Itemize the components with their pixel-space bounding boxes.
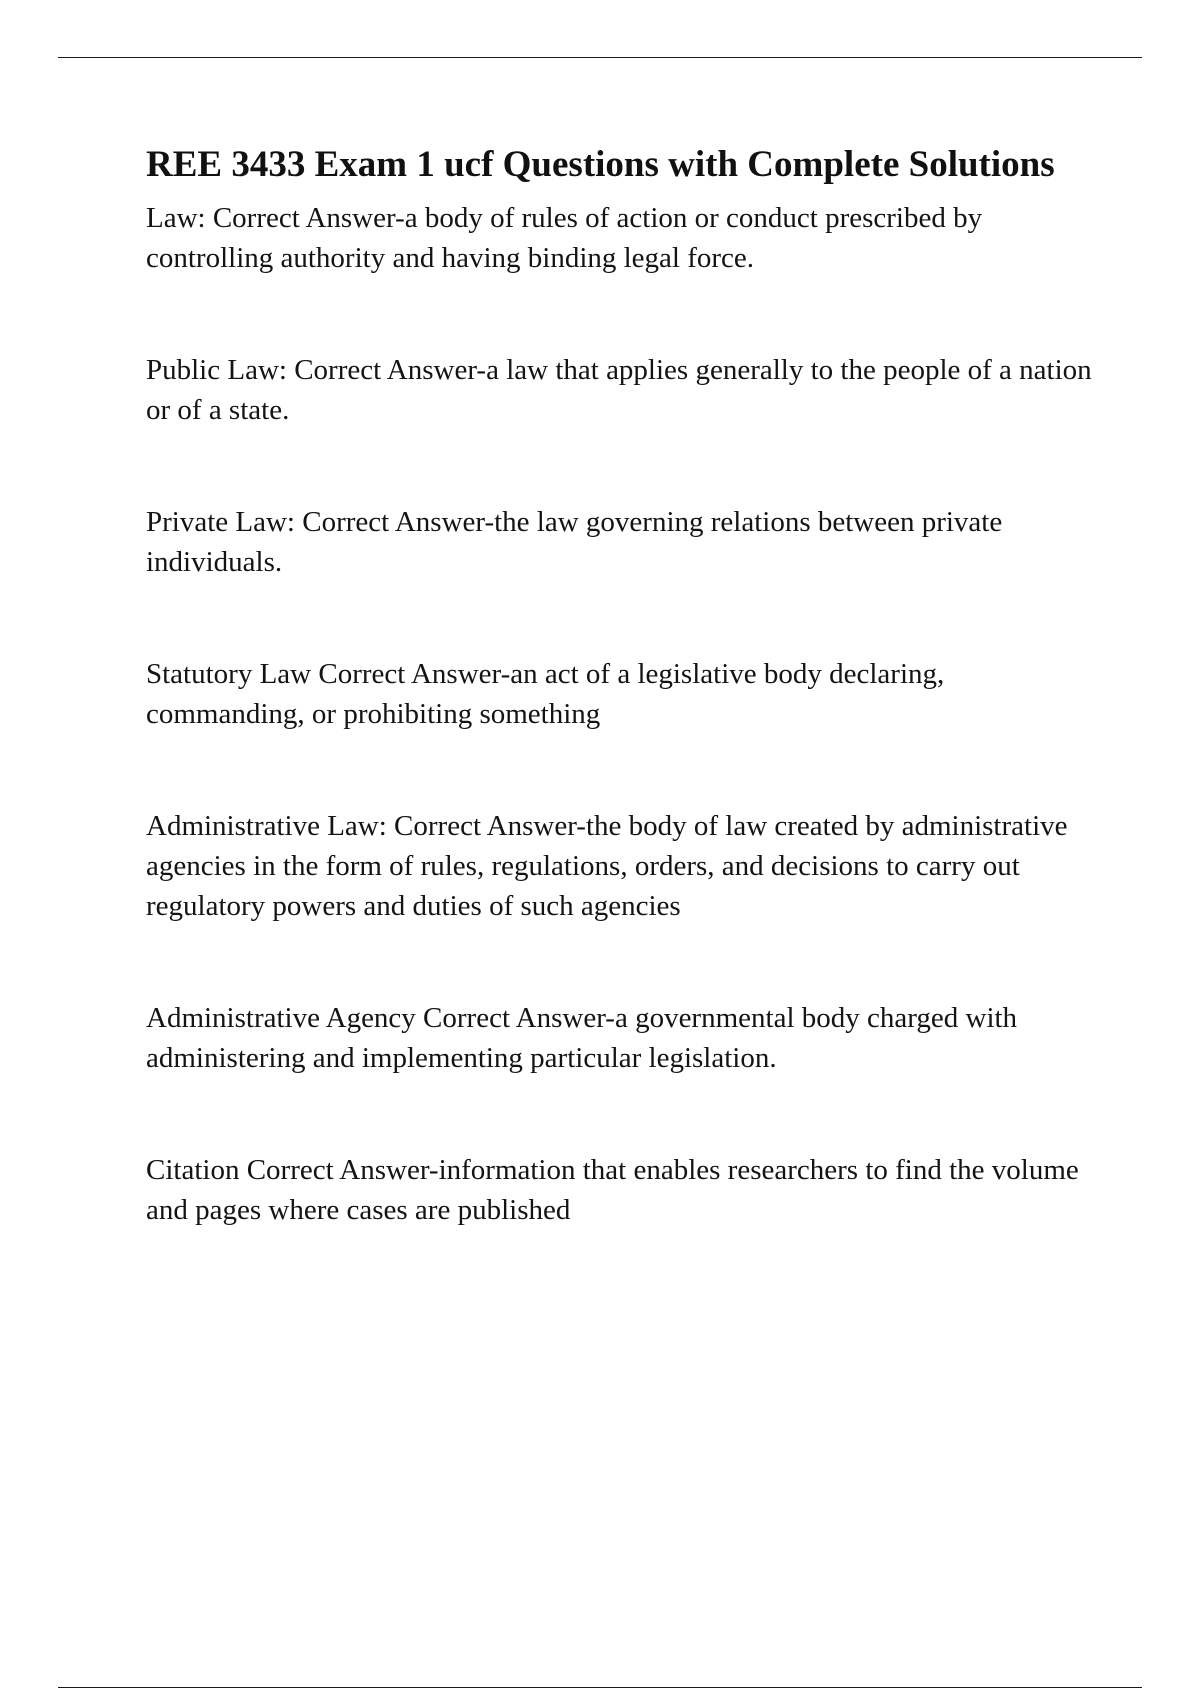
qa-list [146, 198, 1106, 1230]
qa-entry-private-law: Private Law: Correct Answer-the law governing relations between private individuals. [146, 506, 1003, 578]
qa-entry-law: Law: Correct Answer-a body of rules of action or conduct prescribed by controlling authority and having binding legal force. [146, 202, 983, 274]
header-rule [58, 57, 1142, 58]
qa-entry-administrative-agency: Administrative Agency Correct Answer-a governmental body charged with administering and implementing particular legislation. [146, 1002, 1018, 1074]
qa-entry-administrative-law: Administrative Law: Correct Answer-the body of law created by administrative agencies in the form of rules, regulations, orders, and decisions to carry out regulatory powers and duties of such agencies [146, 810, 1068, 922]
document-title: REE 3433 Exam 1 ucf Questions with Complete Solutions [146, 144, 1055, 185]
qa-entry-public-law: Public Law: Correct Answer-a law that applies generally to the people of a nation or of a state. [146, 354, 1092, 426]
qa-entry-statutory-law: Statutory Law Correct Answer-an act of a legislative body declaring, commanding, or prohibiting something [146, 658, 945, 730]
footer-rule [58, 1687, 1142, 1688]
page-content [146, 140, 1106, 1230]
qa-entry-citation: Citation Correct Answer-information that enables researchers to find the volume and pages where cases are published [146, 1154, 1079, 1226]
